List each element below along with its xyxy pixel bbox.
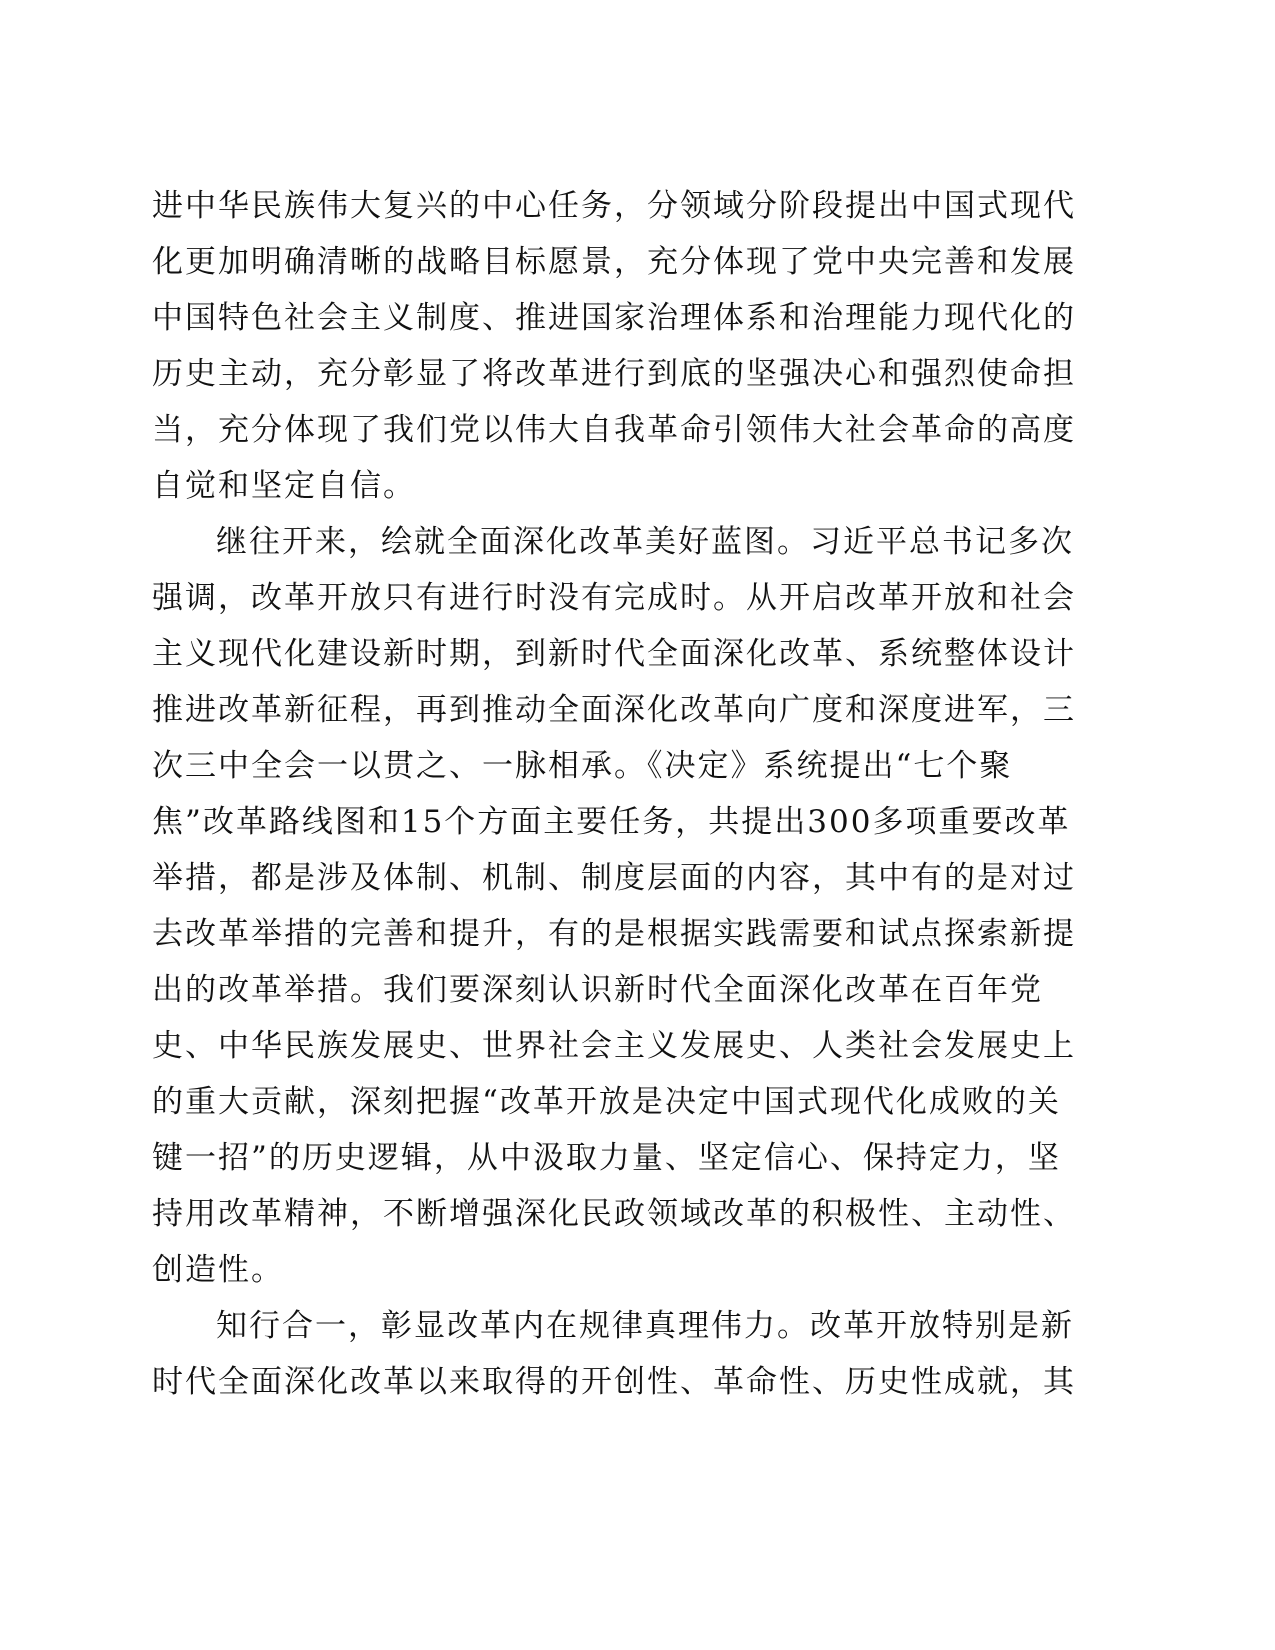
text-line: 史、中华民族发展史、世界社会主义发展史、人类社会发展史上 [152, 1028, 1076, 1064]
body-text [152, 178, 1092, 1410]
text-line: 出的改革举措。我们要深刻认识新时代全面深化改革在百年党 [152, 972, 1043, 1008]
text-line: 强调，改革开放只有进行时没有完成时。从开启改革开放和社会 [152, 580, 1076, 616]
text-line: 主义现代化建设新时期，到新时代全面深化改革、系统整体设计 [152, 636, 1076, 672]
text-line: 的重大贡献，深刻把握“改革开放是决定中国式现代化成败的关 [152, 1084, 1061, 1120]
paragraph-start-line: 继往开来，绘就全面深化改革美好蓝图。习近平总书记多次 [216, 524, 1074, 560]
text-line: 历史主动，充分彰显了将改革进行到底的坚强决心和强烈使命担 [152, 356, 1076, 392]
text-line: 键一招”的历史逻辑，从中汲取力量、坚定信心、保持定力，坚 [152, 1140, 1061, 1176]
text-line: 创造性。 [152, 1252, 284, 1288]
text-line: 进中华民族伟大复兴的中心任务，分领域分阶段提出中国式现代 [152, 188, 1076, 224]
text-line: 当，充分体现了我们党以伟大自我革命引领伟大社会革命的高度 [152, 412, 1076, 448]
text-line: 自觉和坚定自信。 [152, 468, 416, 504]
text-line: 持用改革精神，不断增强深化民政领域改革的积极性、主动性、 [152, 1196, 1076, 1232]
paragraph-start-line: 知行合一，彰显改革内在规律真理伟力。改革开放特别是新 [216, 1308, 1074, 1344]
text-line: 举措，都是涉及体制、机制、制度层面的内容，其中有的是对过 [152, 860, 1076, 896]
text-line: 去改革举措的完善和提升，有的是根据实践需要和试点探索新提 [152, 916, 1076, 952]
text-line: 次三中全会一以贯之、一脉相承。《决定》系统提出“七个聚 [152, 748, 1013, 784]
text-line: 推进改革新征程，再到推动全面深化改革向广度和深度进军，三 [152, 692, 1076, 728]
text-line: 中国特色社会主义制度、推进国家治理体系和治理能力现代化的 [152, 300, 1076, 336]
text-line: 时代全面深化改革以来取得的开创性、革命性、历史性成就，其 [152, 1364, 1076, 1400]
text-line: 化更加明确清晰的战略目标愿景，充分体现了党中央完善和发展 [152, 244, 1076, 280]
text-line: 焦”改革路线图和15个方面主要任务，共提出300多项重要改革 [152, 804, 1071, 840]
